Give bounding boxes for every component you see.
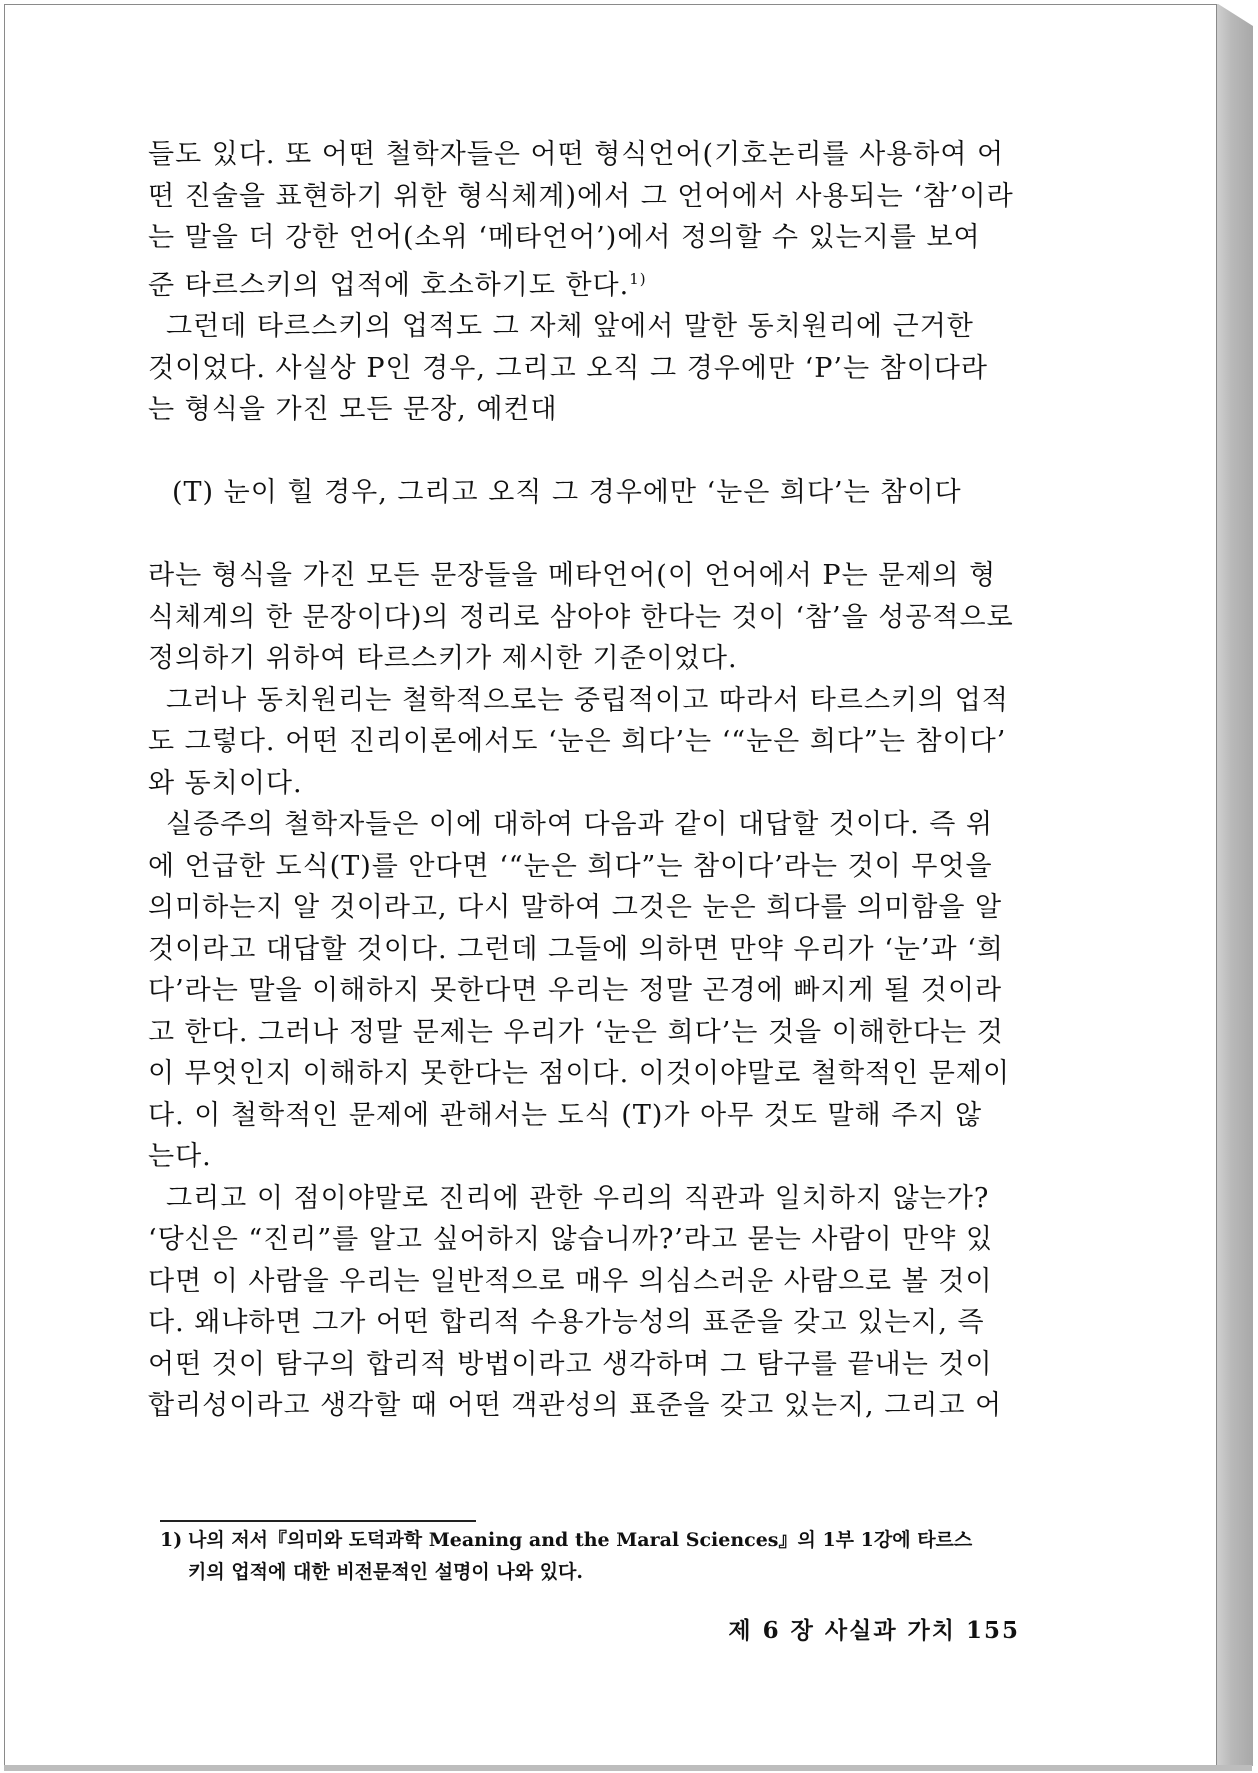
- text-line: 라는 형식을 가진 모든 문장들을 메타언어(이 언어에서 P는 문제의 형: [148, 560, 997, 591]
- text-line: 는 말을 더 강한 언어(소위 ‘메타언어’)에서 정의할 수 있는지를 보여: [148, 222, 981, 253]
- text-line: 는다.: [148, 1141, 212, 1172]
- page-edge-bottom: [4, 1765, 1252, 1771]
- text-line: 실증주의 철학자들은 이에 대하여 다음과 같이 대답할 것이다. 즉 위: [166, 809, 994, 840]
- text-line: 다. 이 철학적인 문제에 관해서는 도식 (T)가 아무 것도 말해 주지 않: [148, 1099, 983, 1131]
- formula-T: (T) 눈이 힐 경우, 그리고 오직 그 경우에만 ‘눈은 희다’는 참이다: [172, 477, 962, 508]
- text-line: 다. 왜냐하면 그가 어떤 합리적 수용가능성의 표준을 갖고 있는지, 즉: [148, 1307, 985, 1338]
- footnote: [160, 1524, 1030, 1588]
- footnote-text: 키의 업적에 대한 비전문적인 설명이 나와 있다.: [188, 1561, 584, 1583]
- main-text: [148, 134, 1024, 1427]
- text-line: 도 그렇다. 어떤 진리이론에서도 ‘눈은 희다’는 ‘“눈은 희다”는 참이다’: [148, 726, 1007, 757]
- text-line: [148, 259, 1024, 307]
- footnote-line: [160, 1524, 1030, 1556]
- paragraph-4: [148, 680, 1024, 805]
- footnote-text: 나의 저서『의미와 도덕과학 Meaning and the Maral Sciences』의 1부 1강에 타르스: [188, 1529, 973, 1551]
- text-line: 것이라고 대답할 것이다. 그런데 그들에 의하면 만약 우리가 ‘눈’과 ‘희: [148, 933, 1004, 965]
- text-line: 이 무엇인지 이해하지 못한다는 점이다. 이것이야말로 철학적인 문제이: [148, 1058, 1011, 1089]
- text-line: 고 한다. 그러나 정말 문제는 우리가 ‘눈은 희다’는 것을 이해한다는 것: [148, 1016, 1004, 1048]
- text-line: 합리성이라고 생각할 때 어떤 객관성의 표준을 갖고 있는지, 그리고 어: [148, 1390, 1003, 1421]
- text-line: 그러나 동치원리는 철학적으로는 중립적이고 따라서 타르스키의 업적: [166, 684, 1009, 716]
- text-line: 것이었다. 사실상 P인 경우, 그리고 오직 그 경우에만 ‘P’는 참이다라: [148, 352, 988, 384]
- footnote-divider: [160, 1520, 476, 1522]
- text-line: 에 언급한 도식(T)를 안다면 ‘“눈은 희다”는 참이다’라는 것이 무엇을: [148, 850, 993, 882]
- paragraph-2: [148, 306, 1024, 431]
- paragraph-6: [148, 1178, 1024, 1427]
- text-line: ‘당신은 “진리”를 알고 싶어하지 않습니까?’라고 묻는 사람이 만약 있: [148, 1224, 994, 1255]
- text-line: 식체계의 한 문장이다)의 정리로 삼아야 한다는 것이 ‘참’을 성공적으로: [148, 601, 1014, 633]
- text-line: 그런데 타르스키의 업적도 그 자체 앞에서 말한 동치원리에 근거한: [166, 311, 974, 342]
- text-line: 다’라는 말을 이해하지 못한다면 우리는 정말 곤경에 빠지게 될 것이라: [148, 975, 1003, 1006]
- text-line: 는 형식을 가진 모든 문장, 예컨대: [148, 394, 558, 425]
- paragraph-1: [148, 134, 1024, 306]
- text-line: 들도 있다. 또 어떤 철학자들은 어떤 형식언어(기호논리를 사용하여 어: [148, 139, 1005, 170]
- text-line-content: 준 타르스키의 업적에 호소하기도 한다.: [148, 269, 630, 301]
- text-line: 와 동치이다.: [148, 767, 303, 799]
- text-line: 정의하기 위하여 타르스키가 제시한 기준이었다.: [148, 643, 738, 674]
- running-footer: 제 6 장 사실과 가치 155: [728, 1617, 1020, 1644]
- footnote-marker: 1): [629, 269, 647, 288]
- page-edge-right: [1216, 4, 1253, 1766]
- footnote-number: 1): [160, 1529, 183, 1551]
- text-line: 의미하는지 알 것이라고, 다시 말하여 그것은 눈은 희다를 의미함을 알: [148, 892, 1003, 923]
- text-line: 다면 이 사람을 우리는 일반적으로 매우 의심스러운 사람으로 볼 것이: [148, 1265, 993, 1297]
- paragraph-5: [148, 804, 1024, 1178]
- paragraph-3: [148, 555, 1024, 680]
- text-line: 어떤 것이 탐구의 합리적 방법이라고 생각하며 그 탐구를 끝내는 것이: [148, 1348, 993, 1380]
- text-line: 그리고 이 점이야말로 진리에 관한 우리의 직관과 일치하지 않는가?: [166, 1182, 990, 1214]
- text-line: 떤 진술을 표현하기 위한 형식체계)에서 그 언어에서 사용되는 ‘참’이라: [148, 180, 1014, 212]
